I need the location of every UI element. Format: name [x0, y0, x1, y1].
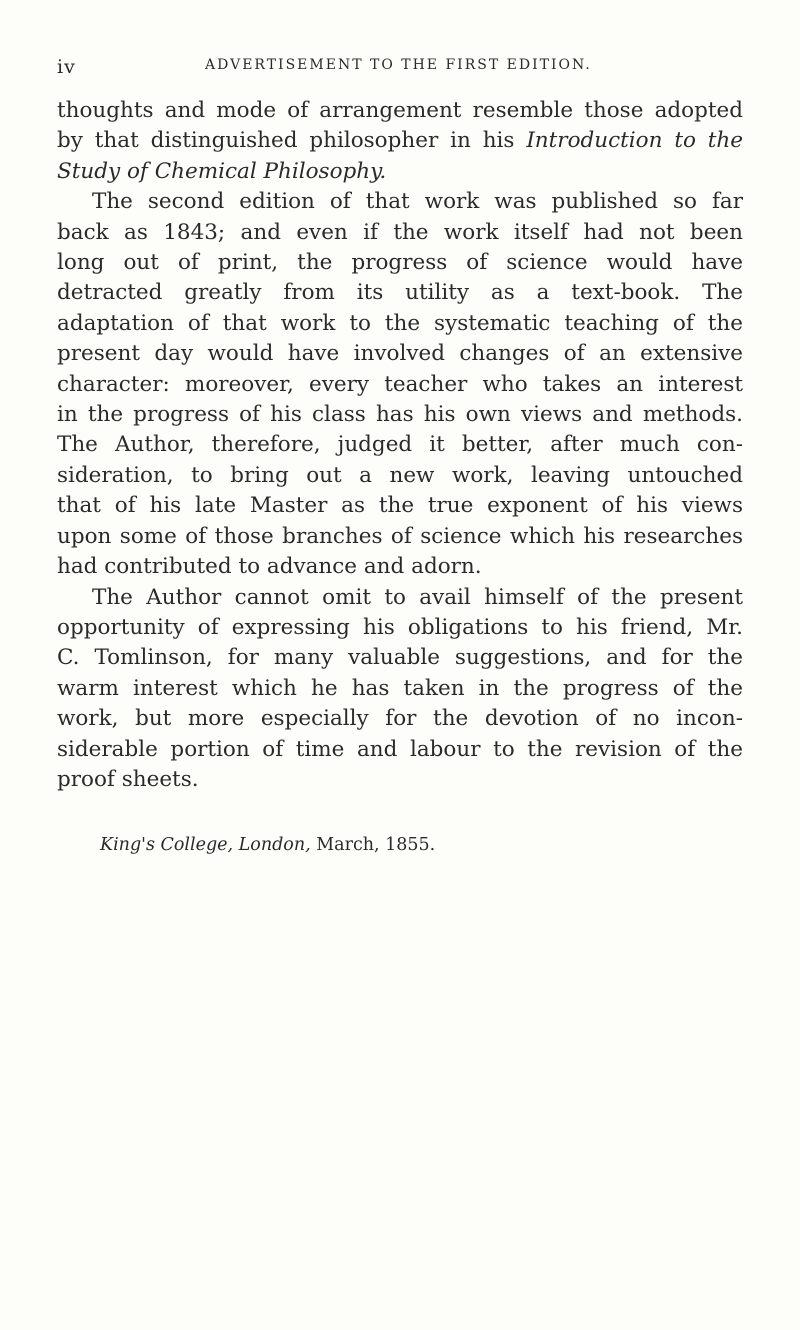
text-line: present day would have involved changes of an extensive	[57, 341, 743, 367]
text-line: back as 1843; and even if the work itself had not been	[57, 219, 743, 245]
text-line: upon some of those branches of science which his researches	[57, 523, 743, 549]
text-line: character: moreover, every teacher who takes an interest	[57, 371, 743, 397]
text-line: proof sheets.	[57, 766, 199, 792]
paragraph-start: The Author cannot omit to avail himself of the present	[92, 584, 743, 610]
signoff	[100, 835, 435, 855]
text-line	[57, 157, 743, 187]
paragraph-start: The second edition of that work was published so far	[92, 189, 743, 215]
text-line: long out of print, the progress of science would have	[57, 250, 743, 276]
body-text	[57, 96, 743, 795]
text-line: warm interest which he has taken in the progress of the	[57, 675, 743, 701]
text-line: adaptation of that work to the systematic teaching of the	[57, 310, 743, 336]
signoff-date: March, 1855.	[310, 835, 436, 855]
text-line: detracted greatly from its utility as a text-book. The	[57, 280, 743, 306]
text-line	[57, 126, 743, 156]
text-line: C. Tomlinson, for many valuable suggestions, and for the	[57, 645, 743, 671]
text-line: siderable portion of time and labour to the revision of the	[57, 736, 743, 762]
page-number: iv	[57, 56, 76, 78]
signoff-place: King's College, London,	[100, 835, 311, 855]
text-line: had contributed to advance and adorn.	[57, 554, 482, 580]
text-line: thoughts and mode of arrangement resemble those adopted	[57, 98, 743, 123]
book-title-italic: Introduction to the	[526, 128, 743, 154]
text-span: by that distinguished philosopher in his	[57, 128, 527, 154]
text-line: sideration, to bring out a new work, leaving untouched	[57, 462, 743, 488]
running-head: ADVERTISEMENT TO THE FIRST EDITION.	[205, 57, 592, 73]
text-line: work, but more especially for the devotion of no incon-	[57, 706, 743, 732]
text-line: that of his late Master as the true exponent of his views	[57, 493, 743, 519]
text-line: in the progress of his class has his own views and methods.	[57, 402, 743, 428]
text-line: The Author, therefore, judged it better, after much con-	[57, 432, 743, 458]
text-line: opportunity of expressing his obligations to his friend, Mr.	[57, 614, 743, 640]
book-title-italic: Study of Chemical Philosophy.	[57, 158, 387, 184]
